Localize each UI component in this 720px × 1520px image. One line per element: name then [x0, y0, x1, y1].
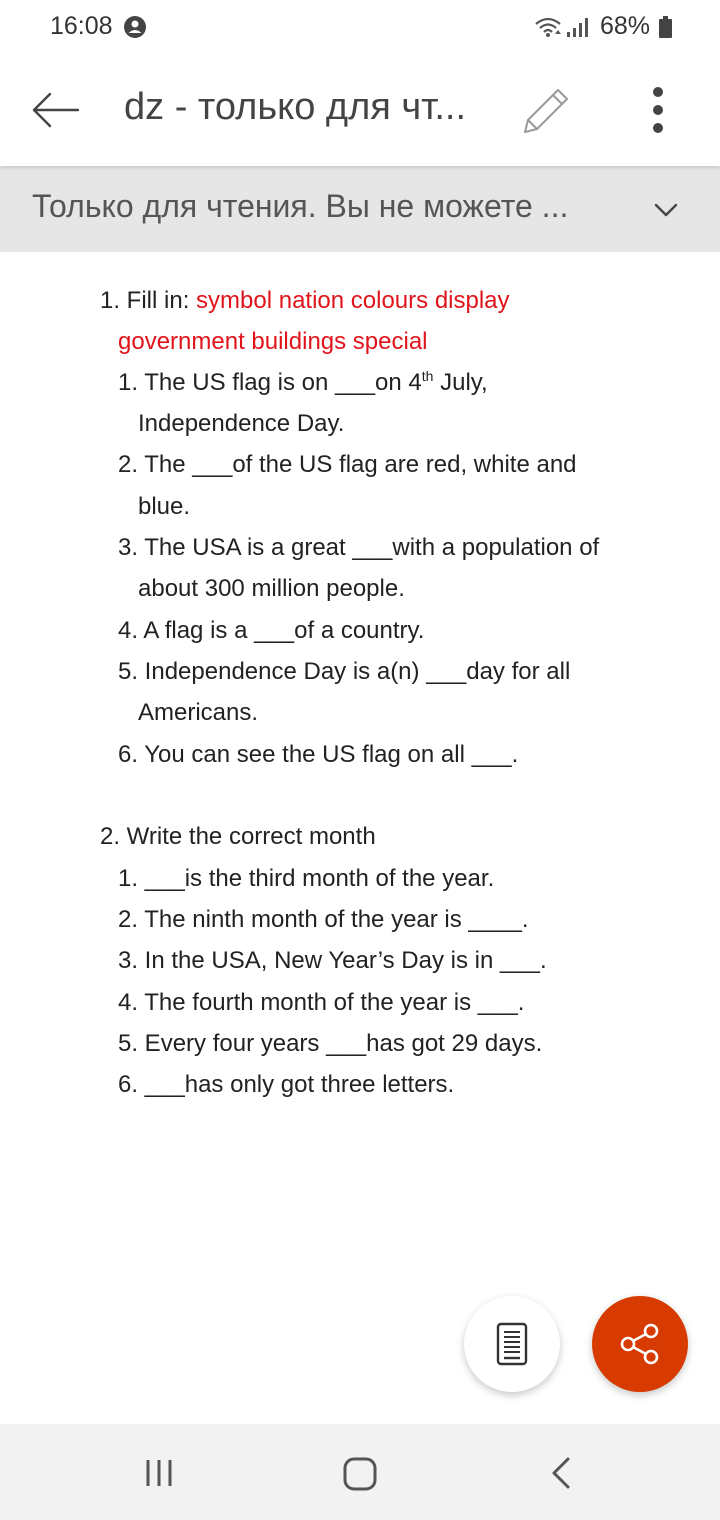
task2-item: 3. In the USA, New Year’s Day is in ___.: [118, 947, 547, 974]
document-title: dz - только для чт...: [124, 86, 467, 128]
reading-view-button[interactable]: [464, 1296, 560, 1392]
task1-item-2-cont: blue.: [138, 493, 191, 520]
task1-item-5: 5. Independence Day is a(n) ___day for all: [118, 658, 571, 685]
task1-item-4: 4. A flag is a ___of a country.: [118, 617, 425, 644]
task1-item-1-text: 1. The US flag is on ___on 4: [118, 369, 422, 396]
home-icon[interactable]: [342, 1456, 378, 1492]
battery-icon: [659, 16, 672, 38]
task2-item: 4. The fourth month of the year is ___.: [118, 989, 525, 1016]
app-bar: [0, 56, 720, 166]
task2-item: 1. ___is the third month of the year.: [118, 865, 495, 892]
readonly-banner[interactable]: [0, 166, 720, 252]
recent-apps-icon[interactable]: [142, 1456, 176, 1490]
task1-heading-label: 1. Fill in:: [100, 287, 197, 314]
chevron-down-icon[interactable]: [652, 196, 680, 224]
task2-item: 5. Every four years ___has got 29 days.: [118, 1030, 543, 1057]
edit-pencil-icon[interactable]: [520, 84, 572, 136]
system-nav-bar: [0, 1424, 720, 1520]
status-bar: [0, 0, 720, 56]
task1-item-5-cont: Americans.: [138, 699, 259, 726]
task1-item-1: [118, 368, 488, 398]
share-icon: [618, 1322, 662, 1366]
task1-item-1-sup: th: [421, 368, 434, 384]
wifi-icon: [534, 16, 564, 40]
task1-item-3: 3. The USA is a great ___with a population of: [118, 534, 600, 561]
task1-item-3-cont: about 300 million people.: [138, 575, 405, 602]
readonly-banner-text: Только для чтения. Вы не можете ...: [32, 188, 569, 224]
task1-words-line1: symbol nation colours display: [196, 287, 510, 314]
reading-view-icon: [496, 1322, 528, 1366]
signal-icon: [566, 16, 588, 38]
back-arrow-icon[interactable]: [30, 90, 80, 130]
battery-percent: 68%: [600, 12, 651, 40]
account-icon: [124, 16, 146, 38]
task1-words-line2: government buildings special: [118, 328, 428, 355]
task1-item-1-cont: Independence Day.: [138, 410, 345, 437]
task2-heading: 2. Write the correct month: [100, 823, 376, 850]
task1-item-6: 6. You can see the US flag on all ___.: [118, 741, 519, 768]
task1-heading: [100, 286, 510, 316]
share-button[interactable]: [592, 1296, 688, 1392]
nav-back-icon[interactable]: [548, 1456, 576, 1490]
status-time: 16:08: [50, 12, 113, 40]
task1-item-2: 2. The ___of the US flag are red, white and: [118, 451, 577, 478]
task1-item-1-end: July,: [433, 369, 488, 396]
task2-item: 6. ___has only got three letters.: [118, 1071, 455, 1098]
task2-item: 2. The ninth month of the year is ____.: [118, 906, 529, 933]
more-options-icon[interactable]: [640, 86, 676, 134]
